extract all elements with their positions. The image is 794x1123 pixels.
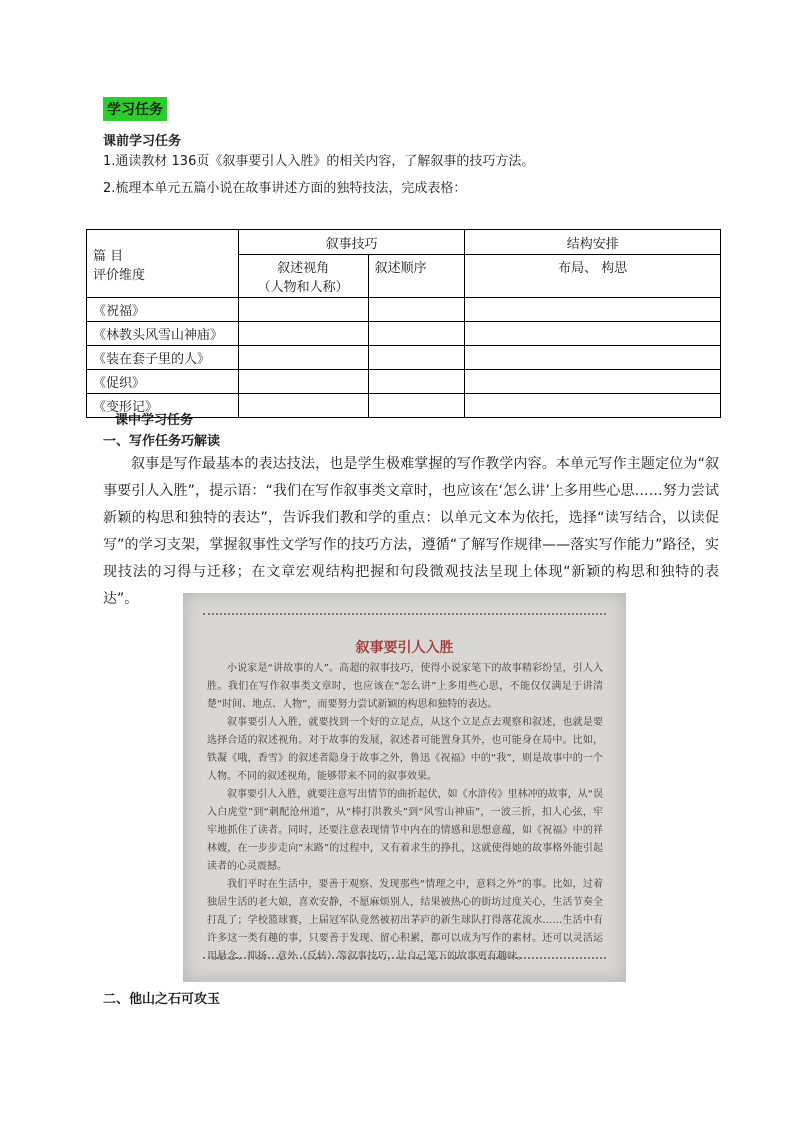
- section-1-heading: 一、写作任务巧解读: [103, 434, 221, 449]
- sub-header-order: 叙述顺序: [368, 255, 465, 298]
- scan-paragraph-3: 叙事要引人入胜，就要注意写出情节的曲折起伏，如《水浒传》里林冲的故事，从“误入白虎堂”到“刺配沧州道”，从“棒打洪教头”到“风雪山神庙”，一波三折，扣人心弦，牢牢地抓住了读者。同时，还要注意表现情节中内在的情感和思想意蕴，如《祝福》中的祥林嫂，在一步步走向“末路”的过程中，又有着求生的挣扎，这就使得她的故事格外能引起读者的心灵震撼。: [207, 789, 603, 872]
- study-table: [86, 229, 721, 418]
- sub-header-perspective: [238, 255, 368, 298]
- table-cell: [238, 346, 368, 370]
- table-cell: [465, 298, 721, 322]
- table-cell: [465, 322, 721, 346]
- section-2-heading: 二、他山之石可攻玉: [103, 992, 221, 1007]
- scan-paragraph-1: 小说家是“讲故事的人”。高超的叙事技巧，使得小说家笔下的故事精彩纷呈，引人入胜。我们在写作叙事类文章时，也应该在“怎么讲”上多用些心思，不能仅仅满足于讲清楚“时间、地点、人物”，而要努力尝试新颖的构思和独特的表达。: [207, 663, 603, 710]
- scan-bottom-rule: [203, 957, 606, 959]
- table-cell: [465, 370, 721, 394]
- table-cell: [368, 298, 465, 322]
- table-cell: [465, 394, 721, 418]
- group-header-structure: 结构安排: [465, 230, 721, 255]
- sub-header-layout: 布局、 构思: [465, 255, 721, 298]
- pre-task-heading: 课前学习任务: [103, 134, 182, 149]
- pre-task-item-2: 2.梳理本单元五篇小说在故事讲述方面的独特技法，完成表格：: [103, 181, 467, 196]
- table-row-title: 《祝福》: [87, 298, 239, 322]
- table-row-title: 《变形记》: [87, 394, 239, 418]
- sub-header-perspective-line1: 叙述视角: [277, 261, 330, 276]
- table-corner-cell: [87, 230, 239, 298]
- body-paragraph: 叙事是写作最基本的表达技法，也是学生极难掌握的写作教学内容。本单元写作主题定位为“叙事要引人入胜”，提示语：“我们在写作叙事类文章时，也应该在‘怎么讲’上多用些心思……努力尝试新颖的构思和独特的表达”，告诉我们教和学的重点：以单元文本为依托，选择“读写结合，以读促写”的学习支架，掌握叙事性文学写作的技巧方法，遵循“了解写作规律——落实写作能力”路径，实现技法的习得与迁移；在文章宏观结构把握和句段微观技法呈现上体现“新颖的构思和独特的表达”。: [103, 456, 719, 607]
- table-cell: [238, 298, 368, 322]
- table-cell: [238, 394, 368, 418]
- table-cell: [368, 394, 465, 418]
- section-tag: 学习任务: [103, 97, 167, 121]
- scan-paragraph-2: 叙事要引人入胜，就要找到一个好的立足点，从这个立足点去观察和叙述，也就是要选择合适的叙述视角。对于故事的发展，叙述者可能置身其外，也可能身在局中。比如，铁凝《哦，香雪》的叙述者隐身于故事之外，鲁迅《祝福》中的“我”，则是故事中的一个人物。不同的叙述视角，能够带来不同的叙事效果。: [207, 717, 603, 782]
- table-row-title: 《促织》: [87, 370, 239, 394]
- sub-header-perspective-line2: （人物和人称）: [257, 280, 349, 295]
- scan-title: 叙事要引人入胜: [355, 640, 454, 656]
- table-cell: [368, 346, 465, 370]
- table-cell: [465, 346, 721, 370]
- corner-bottom-label: 评价维度: [93, 267, 146, 283]
- scan-paragraph-4: 我们平时在生活中，要善于观察、发现那些“情理之中，意料之外”的事。比如，过着独居生活的老大娘，喜欢安静，不愿麻烦别人，结果被热心的街坊过度关心，生活节奏全打乱了；学校篮球赛，上届冠军队竟然被初出茅庐的新生球队打得落花流水……生活中有许多这一类有趣的事，只要善于发现、留心积累，都可以成为写作的素材。还可以灵活运用悬念、抑扬、意外（反转）等叙事技巧，让自己笔下的故事更有趣味。: [207, 879, 603, 962]
- table-row-title: 《林教头风雪山神庙》: [87, 322, 239, 346]
- table-row-title: 《装在套子里的人》: [87, 346, 239, 370]
- table-cell: [238, 370, 368, 394]
- group-header-narrative: 叙事技巧: [238, 230, 465, 255]
- textbook-scan: [183, 593, 626, 982]
- in-class-heading: 课中学习任务: [115, 413, 194, 428]
- table-cell: [368, 322, 465, 346]
- table-cell: [368, 370, 465, 394]
- scan-top-rule: [203, 613, 606, 615]
- pre-task-item-1: 1.通读教材 136页《叙事要引人入胜》的相关内容，了解叙事的技巧方法。: [103, 154, 535, 169]
- table-cell: [238, 322, 368, 346]
- corner-top-label: 篇 目: [93, 248, 124, 264]
